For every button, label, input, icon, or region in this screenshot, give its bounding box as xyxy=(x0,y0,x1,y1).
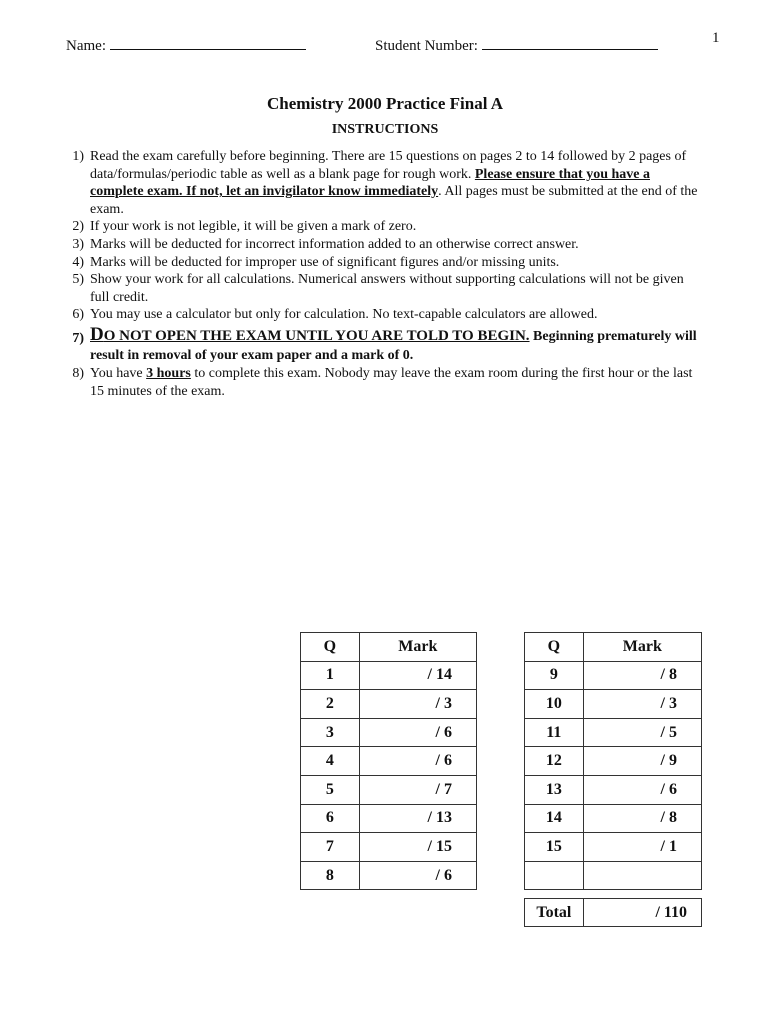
warning-initial: D xyxy=(90,323,104,345)
instruction-text: If your work is not legible, it will be given a mark of zero. xyxy=(90,219,417,235)
table-row-empty xyxy=(525,861,702,890)
table-row xyxy=(301,804,477,833)
table-row xyxy=(525,833,702,862)
warning-text: O NOT OPEN THE EXAM UNTIL YOU ARE TOLD TO BEGIN. xyxy=(103,327,530,344)
table-header-row xyxy=(301,633,477,662)
question-number: 3 xyxy=(301,718,360,747)
instruction-4 xyxy=(40,254,702,272)
question-mark: / 3 xyxy=(359,690,476,719)
question-number: 2 xyxy=(301,690,360,719)
instruction-text: You may use a calculator but only for calculation. No text-capable calculators are allowed. xyxy=(90,307,598,323)
question-mark: / 8 xyxy=(583,661,701,690)
question-number: 12 xyxy=(525,747,584,776)
name-blank-line xyxy=(110,36,306,50)
instruction-7 xyxy=(40,325,702,365)
question-mark: / 6 xyxy=(359,718,476,747)
table-row xyxy=(525,718,702,747)
instruction-number: 8) xyxy=(72,365,84,381)
table-row xyxy=(525,747,702,776)
column-header-q: Q xyxy=(525,633,584,662)
marks-table-right xyxy=(524,632,702,890)
question-number: 4 xyxy=(301,747,360,776)
instruction-text-part: . All pages must be submitted at the end of the exam. xyxy=(90,184,698,217)
instruction-text xyxy=(90,148,702,218)
question-mark: / 6 xyxy=(359,747,476,776)
name-field xyxy=(66,36,306,55)
instruction-number: 2) xyxy=(72,219,84,235)
instruction-text: Marks will be deducted for improper use of significant figures and/or missing units. xyxy=(90,254,560,270)
question-number: 6 xyxy=(301,804,360,833)
table-row xyxy=(525,775,702,804)
instructions-list xyxy=(40,148,702,400)
question-number: 11 xyxy=(525,718,584,747)
instruction-6 xyxy=(40,306,702,324)
question-mark: / 6 xyxy=(583,775,701,804)
instruction-8 xyxy=(40,365,702,400)
instruction-2 xyxy=(40,218,702,236)
question-number: 14 xyxy=(525,804,584,833)
table-header-row xyxy=(525,633,702,662)
question-number: 8 xyxy=(301,861,360,890)
instruction-number: 3) xyxy=(72,236,84,252)
student-number-label: Student Number: xyxy=(375,38,478,54)
instruction-text xyxy=(90,365,702,400)
table-row xyxy=(301,775,477,804)
warning-consequence: Beginning prematurely will result in removal of your exam paper and a mark of 0. xyxy=(90,328,697,363)
total-value: / 110 xyxy=(583,899,701,927)
empty-cell xyxy=(525,861,584,890)
question-mark: / 5 xyxy=(583,718,701,747)
warning-banner xyxy=(90,324,530,345)
total-table xyxy=(524,898,702,927)
exam-title: Chemistry 2000 Practice Final A xyxy=(266,94,504,113)
instruction-number: 6) xyxy=(72,307,84,323)
instruction-number: 4) xyxy=(72,254,84,270)
instruction-emphasis: Please ensure that you have a complete exam. If not, let an invigilator know immediately xyxy=(90,166,650,200)
question-mark: / 6 xyxy=(359,861,476,890)
column-header-mark: Mark xyxy=(359,633,476,662)
table-row xyxy=(301,718,477,747)
question-mark: / 3 xyxy=(583,690,701,719)
page-number: 1 xyxy=(712,30,720,46)
question-mark: / 14 xyxy=(359,661,476,690)
question-mark: / 15 xyxy=(359,833,476,862)
table-row xyxy=(301,690,477,719)
instruction-number: 5) xyxy=(72,272,84,288)
question-mark: / 1 xyxy=(583,833,701,862)
question-mark: / 7 xyxy=(359,775,476,804)
table-row xyxy=(301,747,477,776)
instruction-text-part: to complete this exam. Nobody may leave the exam room during the first hour or the last 15 minutes of the exam. xyxy=(90,365,693,399)
question-number: 5 xyxy=(301,775,360,804)
instruction-text xyxy=(90,325,702,365)
instruction-emphasis: 3 hours xyxy=(146,365,191,381)
student-number-blank-line xyxy=(482,36,658,50)
question-number: 10 xyxy=(525,690,584,719)
question-mark: / 13 xyxy=(359,804,476,833)
question-number: 15 xyxy=(525,833,584,862)
student-number-field xyxy=(375,36,658,55)
instruction-1 xyxy=(40,148,702,218)
table-row xyxy=(525,690,702,719)
question-number: 13 xyxy=(525,775,584,804)
instruction-text-part: Read the exam carefully before beginning. There are 15 questions on pages 2 to 14 followed by 2 pages of data/formulas/periodic table as well as a blank page for rough work. xyxy=(90,149,687,182)
instruction-5 xyxy=(40,271,702,306)
table-row xyxy=(301,661,477,690)
table-row xyxy=(525,661,702,690)
question-mark: / 8 xyxy=(583,804,701,833)
marks-table-left xyxy=(300,632,477,890)
total-label: Total xyxy=(525,899,584,927)
question-number: 1 xyxy=(301,661,360,690)
instruction-number: 7) xyxy=(72,330,84,346)
table-row xyxy=(301,833,477,862)
name-label: Name: xyxy=(66,38,106,54)
column-header-mark: Mark xyxy=(583,633,701,662)
empty-cell xyxy=(583,861,701,890)
question-number: 7 xyxy=(301,833,360,862)
instruction-text: Marks will be deducted for incorrect information added to an otherwise correct answer. xyxy=(90,236,579,252)
instruction-number: 1) xyxy=(72,149,84,164)
column-header-q: Q xyxy=(301,633,360,662)
instruction-text: Show your work for all calculations. Numerical answers without supporting calculations will not be given full credit. xyxy=(90,272,684,305)
total-row xyxy=(525,899,702,927)
question-mark: / 9 xyxy=(583,747,701,776)
table-row xyxy=(525,804,702,833)
instructions-heading: INSTRUCTIONS xyxy=(331,122,439,137)
instruction-3 xyxy=(40,236,702,254)
question-number: 9 xyxy=(525,661,584,690)
instruction-text-part: You have xyxy=(90,365,147,381)
table-row xyxy=(301,861,477,890)
